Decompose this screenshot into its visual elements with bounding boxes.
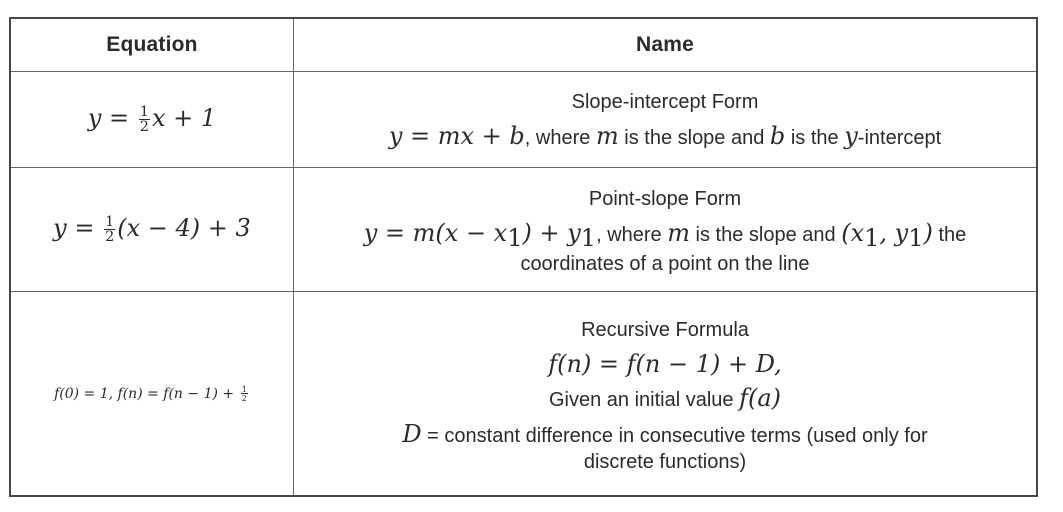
form-title: Slope-intercept Form bbox=[571, 90, 759, 113]
form-description: y = mx + b, where m is the slope and b is the y-intercept bbox=[388, 121, 942, 150]
form-title: Recursive Formula bbox=[581, 318, 749, 341]
header-cell-name bbox=[294, 19, 1036, 71]
equations-table bbox=[9, 17, 1038, 497]
equation: f(0) = 1, f(n) = f(n − 1) + $\frac{1}{2}$ bbox=[54, 383, 247, 403]
equation-cell bbox=[11, 72, 294, 167]
equation: y = $\frac{1}{2}$ (x − 4) + 3 bbox=[53, 213, 251, 246]
name-cell bbox=[294, 72, 1036, 167]
table-row bbox=[11, 168, 1036, 292]
equation-cell bbox=[11, 168, 294, 291]
form-title: Point-slope Form bbox=[588, 188, 742, 210]
header-equation-label: Equation bbox=[106, 33, 198, 56]
equation: y = $\frac{1}{2}$ x + 1 bbox=[87, 103, 217, 136]
equation-cell bbox=[11, 292, 294, 495]
name-cell bbox=[294, 168, 1036, 291]
recursive-formula: f(n) = f(n − 1) + D, bbox=[548, 349, 782, 378]
fraction: $\frac{1}{2}$ bbox=[139, 103, 149, 136]
table-row bbox=[11, 72, 1036, 168]
initial-value-note: Given an initial value f(a) bbox=[548, 383, 782, 412]
header-cell-equation bbox=[11, 19, 294, 71]
fraction: $\frac{1}{2}$ bbox=[105, 213, 115, 246]
difference-note: D = constant difference in consecutive terms (used only for discrete functions) bbox=[402, 419, 928, 473]
table-row bbox=[11, 292, 1036, 495]
header-name-label: Name bbox=[636, 33, 694, 56]
form-description: $y = m(x - x_1) + y_1$, where m is the slope and ($x_1$, $y_1$) the coordinates of a point on the line bbox=[363, 219, 967, 275]
table-header-row bbox=[11, 19, 1036, 72]
fraction: $\frac{1}{2}$ bbox=[241, 383, 247, 403]
name-cell bbox=[294, 292, 1036, 495]
